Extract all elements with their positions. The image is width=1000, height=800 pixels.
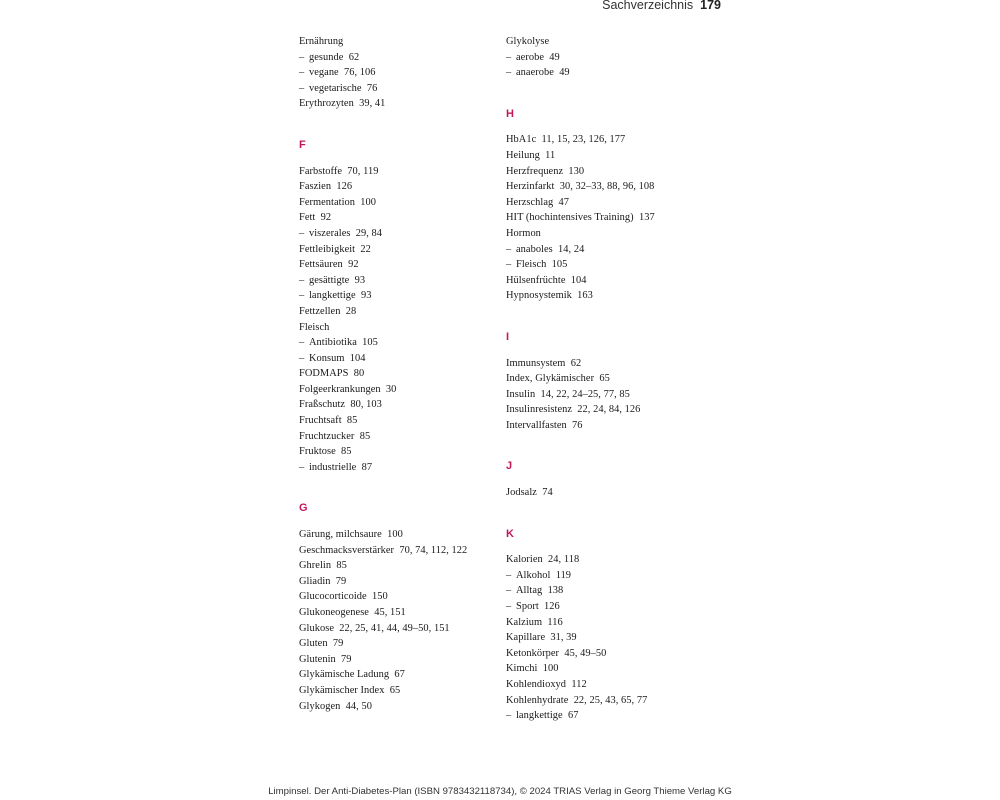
index-entry-text: Hormon — [506, 227, 541, 239]
index-entry — [506, 646, 726, 662]
index-entry-text: Hypnosystemik 163 — [506, 290, 593, 302]
index-entry-text: anaerobe 49 — [516, 67, 570, 79]
index-entry — [299, 96, 499, 112]
index-entry-text: Glykolyse — [506, 36, 550, 47]
index-entry-text: Insulinresistenz 22, 24, 84, 126 — [506, 404, 641, 416]
subentry-dash: – — [506, 585, 512, 597]
index-entry — [299, 210, 499, 226]
index-entry-text: anaboles 14, 24 — [516, 243, 585, 255]
index-subentry — [299, 273, 499, 289]
index-entry — [299, 683, 499, 699]
index-entry — [506, 195, 726, 211]
index-entry-text: Glutenin 79 — [299, 653, 352, 665]
index-entry — [299, 397, 499, 413]
index-subentry — [299, 288, 499, 304]
index-subentry — [506, 242, 726, 258]
index-subentry — [506, 568, 726, 584]
index-entry — [506, 418, 726, 434]
index-entry-text: Fruchtsaft 85 — [299, 415, 358, 427]
index-entry-text: Glykämischer Index 65 — [299, 684, 401, 696]
index-entry-text: Insulin 14, 22, 24–25, 77, 85 — [506, 388, 630, 400]
index-entry — [299, 636, 499, 652]
index-entry — [299, 621, 499, 637]
index-entry-text: Ghrelin 85 — [299, 560, 347, 572]
index-entry-text: Herzfrequenz 130 — [506, 165, 585, 177]
index-entry-text: Herzinfarkt 30, 32–33, 88, 96, 108 — [506, 181, 655, 193]
index-column-right — [506, 34, 726, 724]
index-entry-text: Konsum 104 — [309, 352, 366, 364]
index-subentry — [299, 50, 499, 66]
index-entry-text: viszerales 29, 84 — [309, 227, 383, 239]
running-head-section: Sachverzeichnis — [602, 0, 694, 12]
index-entry — [299, 413, 499, 429]
index-entry — [506, 387, 726, 403]
index-entry — [299, 164, 499, 180]
subentry-dash: – — [299, 352, 305, 364]
index-entry — [506, 615, 726, 631]
index-subentry — [506, 599, 726, 615]
subentry-dash: – — [506, 569, 512, 581]
index-entry-text: Fruchtzucker 85 — [299, 430, 371, 442]
index-entry-text: Fettsäuren 92 — [299, 259, 359, 271]
subentry-dash: – — [299, 227, 305, 239]
index-entry — [299, 257, 499, 273]
index-entry-text: Glykogen 44, 50 — [299, 700, 372, 712]
index-subentry — [299, 335, 499, 351]
index-entry-text: Hülsenfrüchte 104 — [506, 274, 587, 286]
index-entry — [506, 132, 726, 148]
index-letter-heading: H — [506, 107, 514, 120]
index-entry-text: Gluten 79 — [299, 638, 344, 650]
index-entry-text: Heilung 11 — [506, 149, 556, 161]
index-subentry — [506, 50, 726, 66]
index-subentry — [299, 65, 499, 81]
index-column-left — [299, 34, 499, 714]
index-entry-text: Fruktose 85 — [299, 446, 352, 458]
index-entry — [506, 210, 726, 226]
index-entry-text: Farbstoffe 70, 119 — [299, 165, 379, 177]
index-entry-text: industrielle 87 — [309, 461, 373, 473]
subentry-dash: – — [299, 82, 305, 94]
index-entry — [506, 693, 726, 709]
index-entry-text: Glucocorticoide 150 — [299, 591, 388, 603]
index-entry-text: Fleisch 105 — [516, 259, 568, 271]
index-entry — [299, 527, 499, 543]
index-entry — [299, 699, 499, 715]
subentry-dash: – — [506, 67, 512, 79]
index-subentry — [506, 257, 726, 273]
index-entry — [299, 667, 499, 683]
index-letter-heading: J — [506, 460, 513, 473]
index-entry-text: Gliadin 79 — [299, 575, 347, 587]
index-entry — [299, 652, 499, 668]
index-entry — [506, 148, 726, 164]
subentry-dash: – — [506, 710, 512, 722]
index-entry — [506, 34, 726, 50]
index-entry-text: Fettleibigkeit 22 — [299, 243, 371, 255]
subentry-dash: – — [299, 274, 305, 286]
index-entry-text: Folgeerkrankungen 30 — [299, 383, 397, 395]
index-entry-text: Gärung, milchsaure 100 — [299, 529, 403, 541]
index-entry — [299, 444, 499, 460]
index-entry-text: Kalorien 24, 118 — [506, 554, 580, 566]
index-subentry — [299, 81, 499, 97]
index-entry-text: Index, Glykämischer 65 — [506, 373, 610, 385]
index-entry — [299, 589, 499, 605]
index-subentry — [506, 583, 726, 599]
index-entry-text: Jodsalz 74 — [506, 487, 553, 499]
index-entry-text: HIT (hochintensives Training) 137 — [506, 212, 655, 224]
index-entry-text: Alkohol 119 — [516, 569, 572, 581]
subentry-dash: – — [299, 51, 305, 63]
index-entry — [299, 366, 499, 382]
index-entry — [506, 371, 726, 387]
index-subentry — [299, 460, 499, 476]
index-entry-text: Sport 126 — [516, 601, 560, 613]
index-entry-text: Fermentation 100 — [299, 196, 377, 208]
subentry-dash: – — [299, 461, 305, 473]
subentry-dash: – — [299, 67, 305, 79]
index-entry-text: Kalzium 116 — [506, 616, 563, 628]
subentry-dash: – — [506, 51, 512, 63]
index-entry — [506, 273, 726, 289]
index-entry-text: Ernährung — [299, 36, 344, 47]
index-entry — [299, 543, 499, 559]
index-letter-heading: F — [299, 138, 306, 151]
index-entry — [299, 320, 499, 336]
index-entry-text: Kohlendioxyd 112 — [506, 679, 587, 690]
index-entry — [506, 402, 726, 418]
index-entry-text: Fleisch — [299, 321, 330, 333]
index-entry-text: Erythrozyten 39, 41 — [299, 98, 386, 110]
index-entry-text: aerobe 49 — [516, 51, 560, 63]
index-entry — [506, 288, 726, 304]
subentry-dash: – — [506, 243, 512, 255]
index-entry-text: HbA1c 11, 15, 23, 126, 177 — [506, 134, 626, 146]
index-entry-text: Immunsystem 62 — [506, 357, 582, 369]
index-entry-text: Fett 92 — [299, 212, 332, 224]
index-entry — [299, 605, 499, 621]
index-entry-text: Glukose 22, 25, 41, 44, 49–50, 151 — [299, 622, 450, 634]
index-entry-text: langkettige 67 — [516, 710, 579, 722]
index-entry-text: langkettige 93 — [309, 290, 372, 302]
index-entry — [299, 304, 499, 320]
index-letter-heading: G — [299, 502, 308, 515]
index-entry — [299, 195, 499, 211]
index-entry-text: Kimchi 100 — [506, 663, 559, 675]
copyright-footer: Limpinsel. Der Anti-Diabetes-Plan (ISBN 9783432118734), © 2024 TRIAS Verlag in Georg Thieme Verlag KG — [268, 786, 732, 797]
index-entry — [506, 552, 726, 568]
index-entry — [299, 382, 499, 398]
index-entry — [506, 226, 726, 242]
index-entry-text: Ketonkörper 45, 49–50 — [506, 647, 607, 659]
index-entry-text: vegetarische 76 — [309, 82, 378, 94]
index-entry — [299, 34, 499, 50]
index-entry — [506, 677, 726, 693]
index-entry-text: gesunde 62 — [309, 51, 360, 63]
index-entry-text: gesättigte 93 — [309, 274, 366, 286]
subentry-dash: – — [299, 290, 305, 302]
index-entry-text: Fraßschutz 80, 103 — [299, 399, 382, 411]
subentry-dash: – — [506, 601, 512, 613]
index-entry-text: Faszien 126 — [299, 181, 353, 193]
index-entry-text: Kapillare 31, 39 — [506, 632, 577, 644]
index-entry — [299, 558, 499, 574]
index-entry — [506, 661, 726, 677]
index-subentry — [506, 708, 726, 724]
index-entry-text: Glykämische Ladung 67 — [299, 669, 405, 681]
index-entry-text: Fettzellen 28 — [299, 305, 357, 317]
index-letter-heading: K — [506, 527, 514, 540]
subentry-dash: – — [506, 259, 512, 271]
subentry-dash: – — [299, 337, 305, 349]
index-entry-text: Geschmacksverstärker 70, 74, 112, 122 — [299, 544, 468, 556]
running-head — [602, 0, 721, 12]
index-entry-text: Kohlenhydrate 22, 25, 43, 65, 77 — [506, 694, 648, 706]
index-entry-text: Intervallfasten 76 — [506, 419, 583, 431]
index-subentry — [299, 351, 499, 367]
page-number: 179 — [700, 0, 721, 12]
index-entry — [299, 429, 499, 445]
index-entry — [506, 630, 726, 646]
index-entry-text: Herzschlag 47 — [506, 196, 570, 208]
index-entry — [506, 164, 726, 180]
index-entry — [299, 242, 499, 258]
index-entry — [299, 179, 499, 195]
index-entry — [299, 574, 499, 590]
index-entry — [506, 356, 726, 372]
index-entry — [506, 485, 726, 501]
index-entry-text: Alltag 138 — [516, 585, 564, 597]
index-entry-text: vegane 76, 106 — [309, 67, 376, 79]
index-subentry — [506, 65, 726, 81]
index-entry-text: Glukoneogenese 45, 151 — [299, 607, 406, 618]
index-subentry — [299, 226, 499, 242]
index-entry — [506, 179, 726, 195]
index-entry-text: Antibiotika 105 — [309, 337, 378, 349]
index-entry-text: FODMAPS 80 — [299, 368, 365, 380]
index-letter-heading: I — [506, 330, 510, 343]
